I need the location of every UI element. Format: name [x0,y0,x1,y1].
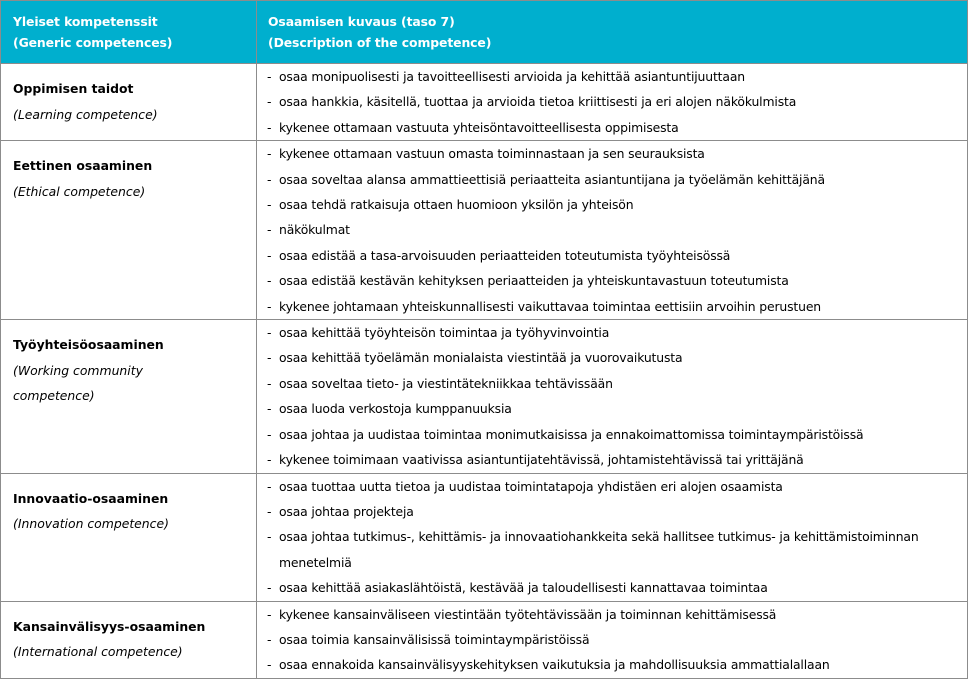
competence-list [257,64,967,140]
table-row-innovation [1,473,968,601]
header-col2-en: (Description of the competence) [268,35,492,50]
list-item: - osaa soveltaa alansa ammattieettisiä periaatteita asiantuntijana ja työelämän kehittäjänä [267,167,967,192]
list-item: - osaa johtaa tutkimus-, kehittämis- ja innovaatiohankkeita sekä hallitsee tutkimus- ja kehittämistoiminnan menetelmiä [267,524,967,575]
competence-list [257,320,967,472]
competence-list [257,602,967,678]
list-item: - osaa ennakoida kansainvälisyyskehityksen vaikutuksia ja mahdollisuuksia ammattialallaan [267,652,967,677]
description-cell [257,64,968,141]
header-col1-en: (Generic competences) [13,35,173,50]
list-item: - osaa monipuolisesti ja tavoitteellisesti arvioida ja kehittää asiantuntijuuttaan [267,64,967,89]
list-item: - osaa kehittää työyhteisön toimintaa ja työhyvinvointia [267,320,967,345]
table-row-international [1,601,968,678]
category-name-fi: Kansainvälisyys-osaaminen [13,618,206,634]
list-item: - osaa johtaa projekteja [267,499,967,524]
category-name-fi: Oppimisen taidot [13,81,134,96]
category-cell [1,141,257,320]
category-name-fi: Työyhteisöosaaminen [13,337,164,353]
category-cell [1,473,257,601]
list-item: - kykenee ottamaan vastuun omasta toiminnastaan ja sen seurauksista [267,141,967,166]
category-name-en: (Working community competence) [13,362,143,404]
header-generic-competences [1,1,257,64]
list-item: - kykenee johtamaan yhteiskunnallisesti vaikuttavaa toimintaa eettisiin arvoihin perustuen [267,294,967,319]
table-body [1,64,968,679]
list-item: - osaa toimia kansainvälisissä toimintaympäristöissä [267,627,967,652]
category-name-fi: Eettinen osaaminen [13,158,153,174]
table-row-ethical [1,141,968,320]
header-competence-description [257,1,968,64]
description-cell [257,601,968,678]
category-cell [1,64,257,141]
list-item: - osaa edistää kestävän kehityksen periaatteiden ja yhteiskuntavastuun toteutumista [267,268,967,293]
list-item: - osaa kehittää asiakaslähtöistä, kestävää ja taloudellisesti kannattavaa toimintaa [267,575,967,600]
category-name-fi: Innovaatio-osaaminen [13,490,169,506]
category-cell [1,320,257,473]
description-cell [257,141,968,320]
list-item: - osaa soveltaa tieto- ja viestintätekniikkaa tehtävissään [267,371,967,396]
description-cell [257,473,968,601]
category-name-en: (Learning competence) [13,106,158,122]
list-item: - kykenee toimimaan vaativissa asiantuntijatehtävissä, johtamistehtävissä tai yrittäjänä [267,447,967,472]
category-name-en: (Innovation competence) [13,516,169,531]
category-name-en: (Ethical competence) [13,183,146,199]
category-name-en: (International competence) [13,644,183,660]
header-row [1,1,968,64]
list-item: - osaa hankkia, käsitellä, tuottaa ja arvioida tietoa kriittisesti ja eri alojen näkökulmista [267,89,967,114]
list-item: - osaa tehdä ratkaisuja ottaen huomioon yksilön ja yhteisön [267,192,967,217]
table-header [1,1,968,64]
description-cell [257,320,968,473]
category-cell [1,601,257,678]
list-item: - näkökulmat [267,217,967,242]
header-col2-fi: Osaamisen kuvaus (taso 7) [268,14,455,29]
list-item: - osaa luoda verkostoja kumppanuuksia [267,396,967,421]
header-col1-fi: Yleiset kompetenssit [13,14,158,29]
list-item: - kykenee ottamaan vastuuta yhteisöntavoitteellisesta oppimisesta [267,115,967,140]
competence-list [257,141,967,319]
list-item: - osaa tuottaa uutta tietoa ja uudistaa toimintatapoja yhdistäen eri alojen osaamista [267,474,967,499]
list-item: - osaa johtaa ja uudistaa toimintaa monimutkaisissa ja ennakoimattomissa toimintaympäristöissä [267,422,967,447]
list-item: - osaa edistää a tasa-arvoisuuden periaatteiden toteutumista työyhteisössä [267,243,967,268]
competence-list [257,474,967,601]
list-item: - kykenee kansainväliseen viestintään työtehtävissään ja toiminnan kehittämisessä [267,602,967,627]
table-row-learning [1,64,968,141]
table-row-working-community [1,320,968,473]
list-item: - osaa kehittää työelämän monialaista viestintää ja vuorovaikutusta [267,345,967,370]
